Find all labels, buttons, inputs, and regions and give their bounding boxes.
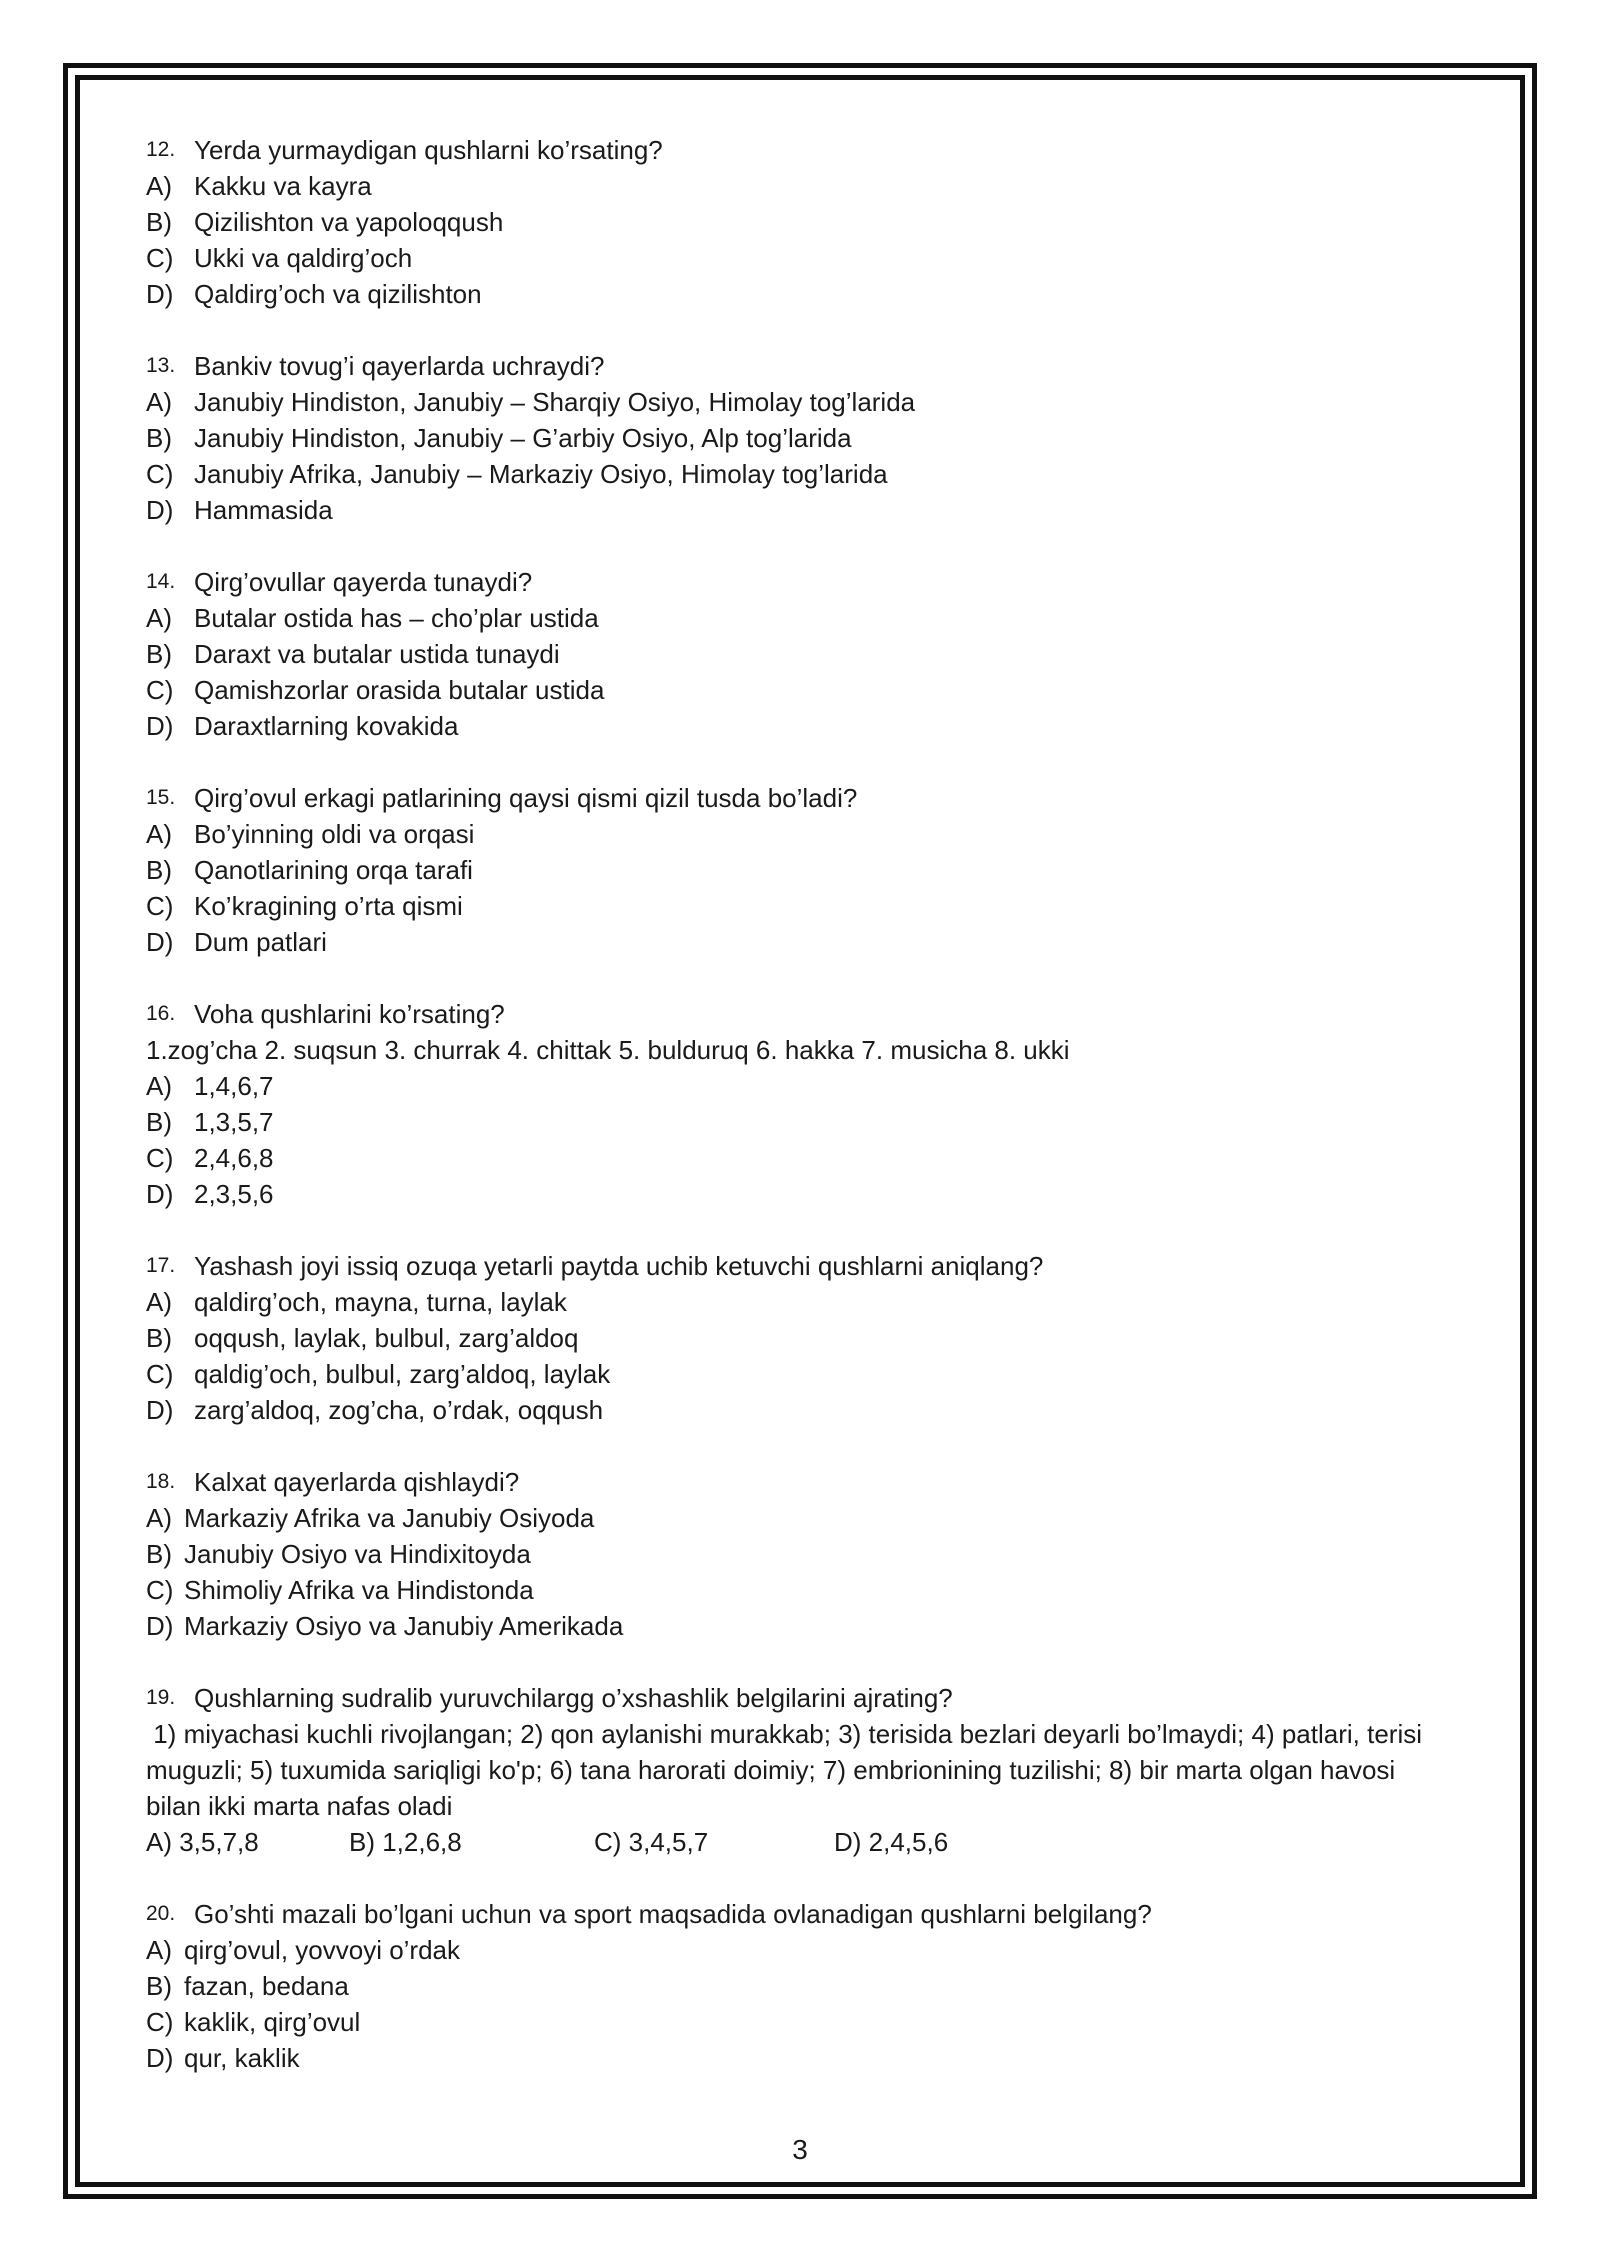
page-number: 3 (792, 2134, 808, 2165)
answer-option-b[interactable]: B) Janubiy Hindiston, Janubiy – G’arbiy Osiyo, Alp tog’larida (146, 423, 852, 453)
question-text: Qushlarning sudralib yuruvchilargg o’xshashlik belgilarini ajrating? (194, 1683, 953, 1713)
question-18 (146, 1464, 1486, 1644)
answer-option-a[interactable]: A) 1,4,6,7 (146, 1071, 274, 1101)
answer-option-b[interactable]: B) fazan, bedana (146, 1971, 349, 2001)
question-13 (146, 348, 1486, 528)
answer-option-a[interactable]: A) Butalar ostida has – cho’plar ustida (146, 603, 599, 633)
answer-option-d[interactable]: D) qur, kaklik (146, 2043, 300, 2073)
answer-option-d[interactable]: D) 2,3,5,6 (146, 1179, 274, 1209)
question-text: Yashash joyi issiq ozuqa yetarli paytda uchib ketuvchi qushlarni aniqlang? (194, 1251, 1044, 1281)
answer-option-a[interactable]: A) qirg’ovul, yovvoyi o’rdak (146, 1935, 461, 1965)
question-number: 14. (146, 570, 176, 593)
answer-option-a[interactable]: A) Kakku va kayra (146, 171, 372, 201)
answer-option-a[interactable]: A) Bo’yinning oldi va orqasi (146, 819, 475, 849)
question-number: 15. (146, 786, 176, 809)
question-14 (146, 564, 1486, 744)
test-content (146, 132, 1486, 2076)
answer-option-b[interactable]: B) Janubiy Osiyo va Hindixitoyda (146, 1539, 531, 1569)
question-text: Kalxat qayerlarda qishlaydi? (194, 1467, 520, 1497)
question-text: Qirg’ovul erkagi patlarining qaysi qismi qizil tusda bo’ladi? (194, 783, 858, 813)
answer-option-a[interactable]: A) 3,5,7,8 (146, 1827, 259, 1857)
question-text: Yerda yurmaydigan qushlarni ko’rsating? (194, 135, 663, 165)
answer-option-a[interactable]: A) qaldirg’och, mayna, turna, laylak (146, 1287, 567, 1317)
question-list-line: 1) miyachasi kuchli rivojlangan; 2) qon aylanishi murakkab; 3) terisida bezlari deyarli bo’lmaydi; 4) patlari, terisi (146, 1719, 1422, 1749)
question-number: 12. (146, 138, 176, 161)
answer-option-d[interactable]: D) zarg’aldoq, zog’cha, o’rdak, oqqush (146, 1395, 604, 1425)
question-list-line: muguzli; 5) tuxumida sariqligi ko'p; 6) tana harorati doimiy; 7) embrionining tuzilishi; 8) bir marta olgan havosi (146, 1755, 1396, 1785)
answer-option-c[interactable]: C) Qamishzorlar orasida butalar ustida (146, 675, 605, 705)
answer-option-d[interactable]: D) 2,4,5,6 (834, 1827, 949, 1857)
answer-option-b[interactable]: B) Qizilishton va yapoloqqush (146, 207, 504, 237)
question-15 (146, 780, 1486, 960)
answer-option-c[interactable]: C) 2,4,6,8 (146, 1143, 274, 1173)
question-16 (146, 996, 1486, 1212)
question-number: 20. (146, 1902, 176, 1925)
question-19 (146, 1680, 1486, 1860)
question-text: Bankiv tovug’i qayerlarda uchraydi? (194, 351, 605, 381)
answer-option-b[interactable]: B) 1,3,5,7 (146, 1107, 274, 1137)
question-20 (146, 1896, 1486, 2076)
question-text: Voha qushlarini ko’rsating? (194, 999, 505, 1029)
inline-answer-options (146, 1824, 1486, 1860)
answer-option-d[interactable]: D) Hammasida (146, 495, 333, 525)
answer-option-b[interactable]: B) Qanotlarining orqa tarafi (146, 855, 473, 885)
question-list-line: bilan ikki marta nafas oladi (146, 1791, 453, 1821)
answer-option-d[interactable]: D) Daraxtlarning kovakida (146, 711, 459, 741)
answer-option-c[interactable]: C) Ukki va qaldirg’och (146, 243, 413, 273)
answer-option-b[interactable]: B) 1,2,6,8 (349, 1827, 462, 1857)
answer-option-b[interactable]: B) oqqush, laylak, bulbul, zarg’aldoq (146, 1323, 579, 1353)
question-text: Qirg’ovullar qayerda tunaydi? (194, 567, 533, 597)
answer-option-c[interactable]: C) 3,4,5,7 (594, 1827, 709, 1857)
question-number: 18. (146, 1470, 176, 1493)
answer-option-c[interactable]: C) Ko’kragining o’rta qismi (146, 891, 463, 921)
answer-option-c[interactable]: C) Janubiy Afrika, Janubiy – Markaziy Osiyo, Himolay tog’larida (146, 459, 888, 489)
question-number: 13. (146, 354, 176, 377)
question-text: Go’shti mazali bo’lgani uchun va sport maqsadida ovlanadigan qushlarni belgilang? (194, 1899, 1152, 1929)
answer-option-d[interactable]: D) Markaziy Osiyo va Janubiy Amerikada (146, 1611, 624, 1641)
answer-option-d[interactable]: D) Qaldirg’och va qizilishton (146, 279, 482, 309)
question-number: 19. (146, 1686, 176, 1709)
question-list: 1.zog’cha 2. suqsun 3. churrak 4. chittak 5. bulduruq 6. hakka 7. musicha 8. ukki (146, 1035, 1070, 1065)
answer-option-c[interactable]: C) qaldig’och, bulbul, zarg’aldoq, laylak (146, 1359, 611, 1389)
answer-option-a[interactable]: A) Markaziy Afrika va Janubiy Osiyoda (146, 1503, 595, 1533)
question-17 (146, 1248, 1486, 1428)
answer-option-c[interactable]: C) kaklik, qirg’ovul (146, 2007, 361, 2037)
answer-option-d[interactable]: D) Dum patlari (146, 927, 327, 957)
question-number: 16. (146, 1002, 176, 1025)
answer-option-a[interactable]: A) Janubiy Hindiston, Janubiy – Sharqiy Osiyo, Himolay tog’larida (146, 387, 916, 417)
question-12 (146, 132, 1486, 312)
question-number: 17. (146, 1254, 176, 1277)
answer-option-c[interactable]: C) Shimoliy Afrika va Hindistonda (146, 1575, 534, 1605)
answer-option-b[interactable]: B) Daraxt va butalar ustida tunaydi (146, 639, 560, 669)
